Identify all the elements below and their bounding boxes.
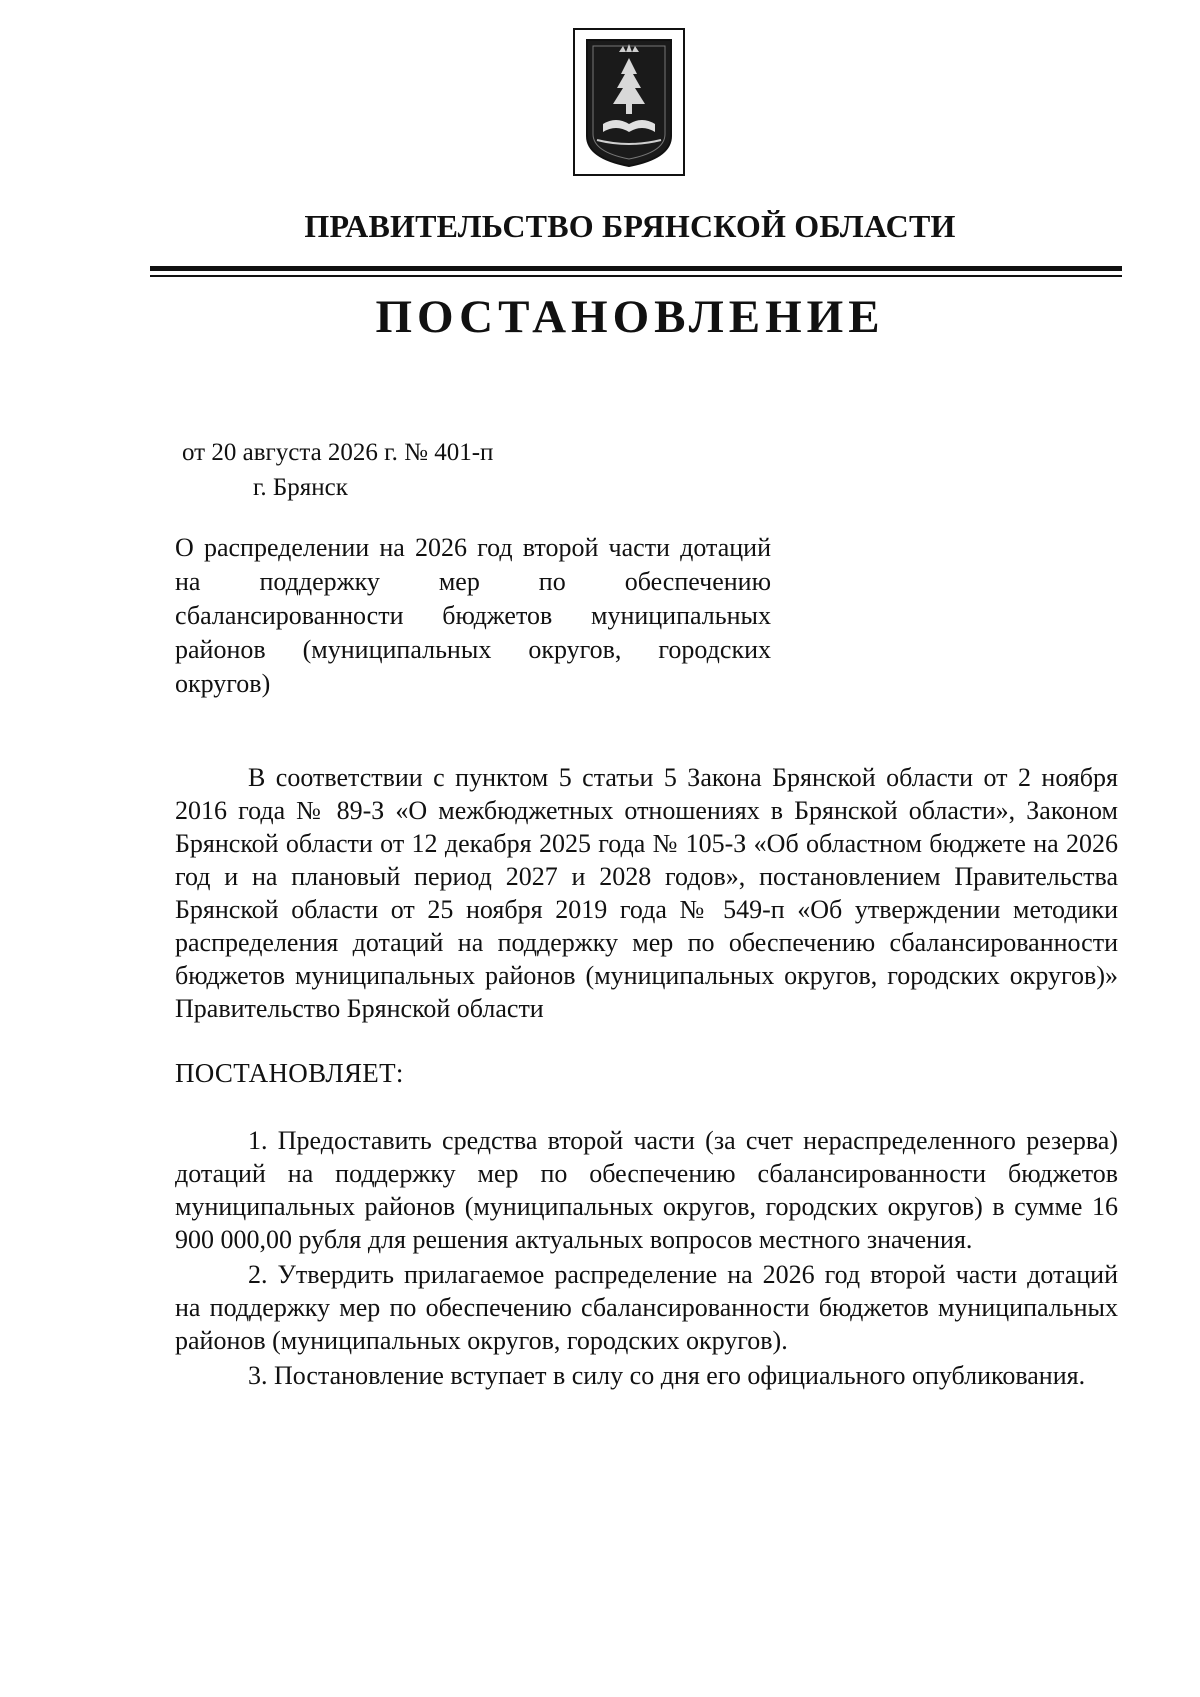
issuing-authority: ПРАВИТЕЛЬСТВО БРЯНСКОЙ ОБЛАСТИ xyxy=(304,208,956,244)
resolves-heading: ПОСТАНОВЛЯЕТ: xyxy=(175,1058,404,1088)
header-divider-thick xyxy=(150,266,1122,271)
document-date-number: от 20 августа 2026 г. № 401-п xyxy=(182,439,494,466)
coat-of-arms-icon xyxy=(573,28,685,176)
header-divider-thin xyxy=(150,275,1122,277)
preamble-paragraph: В соответствии с пунктом 5 статьи 5 Закона Брянской области от 2 ноября 2016 года № 89-З «О межбюджетных отношениях в Брянской области», Законом Брянской области от 12 декабря 2025 года № 105-З «Об областном бюджете на 2026 год и на плановый период 2027 и 2028 годов», постановлением Правительства Брянской области от 25 ноября 2019 года № 549-п «Об утверждении методики распределения дотаций на поддержку мер по обеспечению сбалансированности бюджетов муниципальных районов (муниципальных округов, городских округов)» Правительство Брянской области xyxy=(175,763,1118,1023)
document-city: г. Брянск xyxy=(253,474,348,501)
document-type-title: ПОСТАНОВЛЕНИЕ xyxy=(375,291,885,343)
resolution-item: 2. Утвердить прилагаемое распределение на 2026 год второй части дотаций на поддержку мер по обеспечению сбалансированности бюджетов муниципальных районов (муниципальных округов, городских округов). xyxy=(175,1260,1118,1355)
resolution-item: 3. Постановление вступает в силу со дня его официального опубликования. xyxy=(248,1361,1086,1390)
document-subject: О распределении на 2026 год второй части дотаций на поддержку мер по обеспечению сбалансированности бюджетов муниципальных районов (муниципальных округов, городских округов) xyxy=(175,533,771,698)
resolution-items xyxy=(175,1124,1118,1394)
resolution-item: 1. Предоставить средства второй части (за счет нераспределенного резерва) дотаций на поддержку мер по обеспечению сбалансированности бюджетов муниципальных районов (муниципальных округов, городских округов) в сумме 16 900 000,00 рубля для решения актуальных вопросов местного значения. xyxy=(175,1126,1118,1254)
